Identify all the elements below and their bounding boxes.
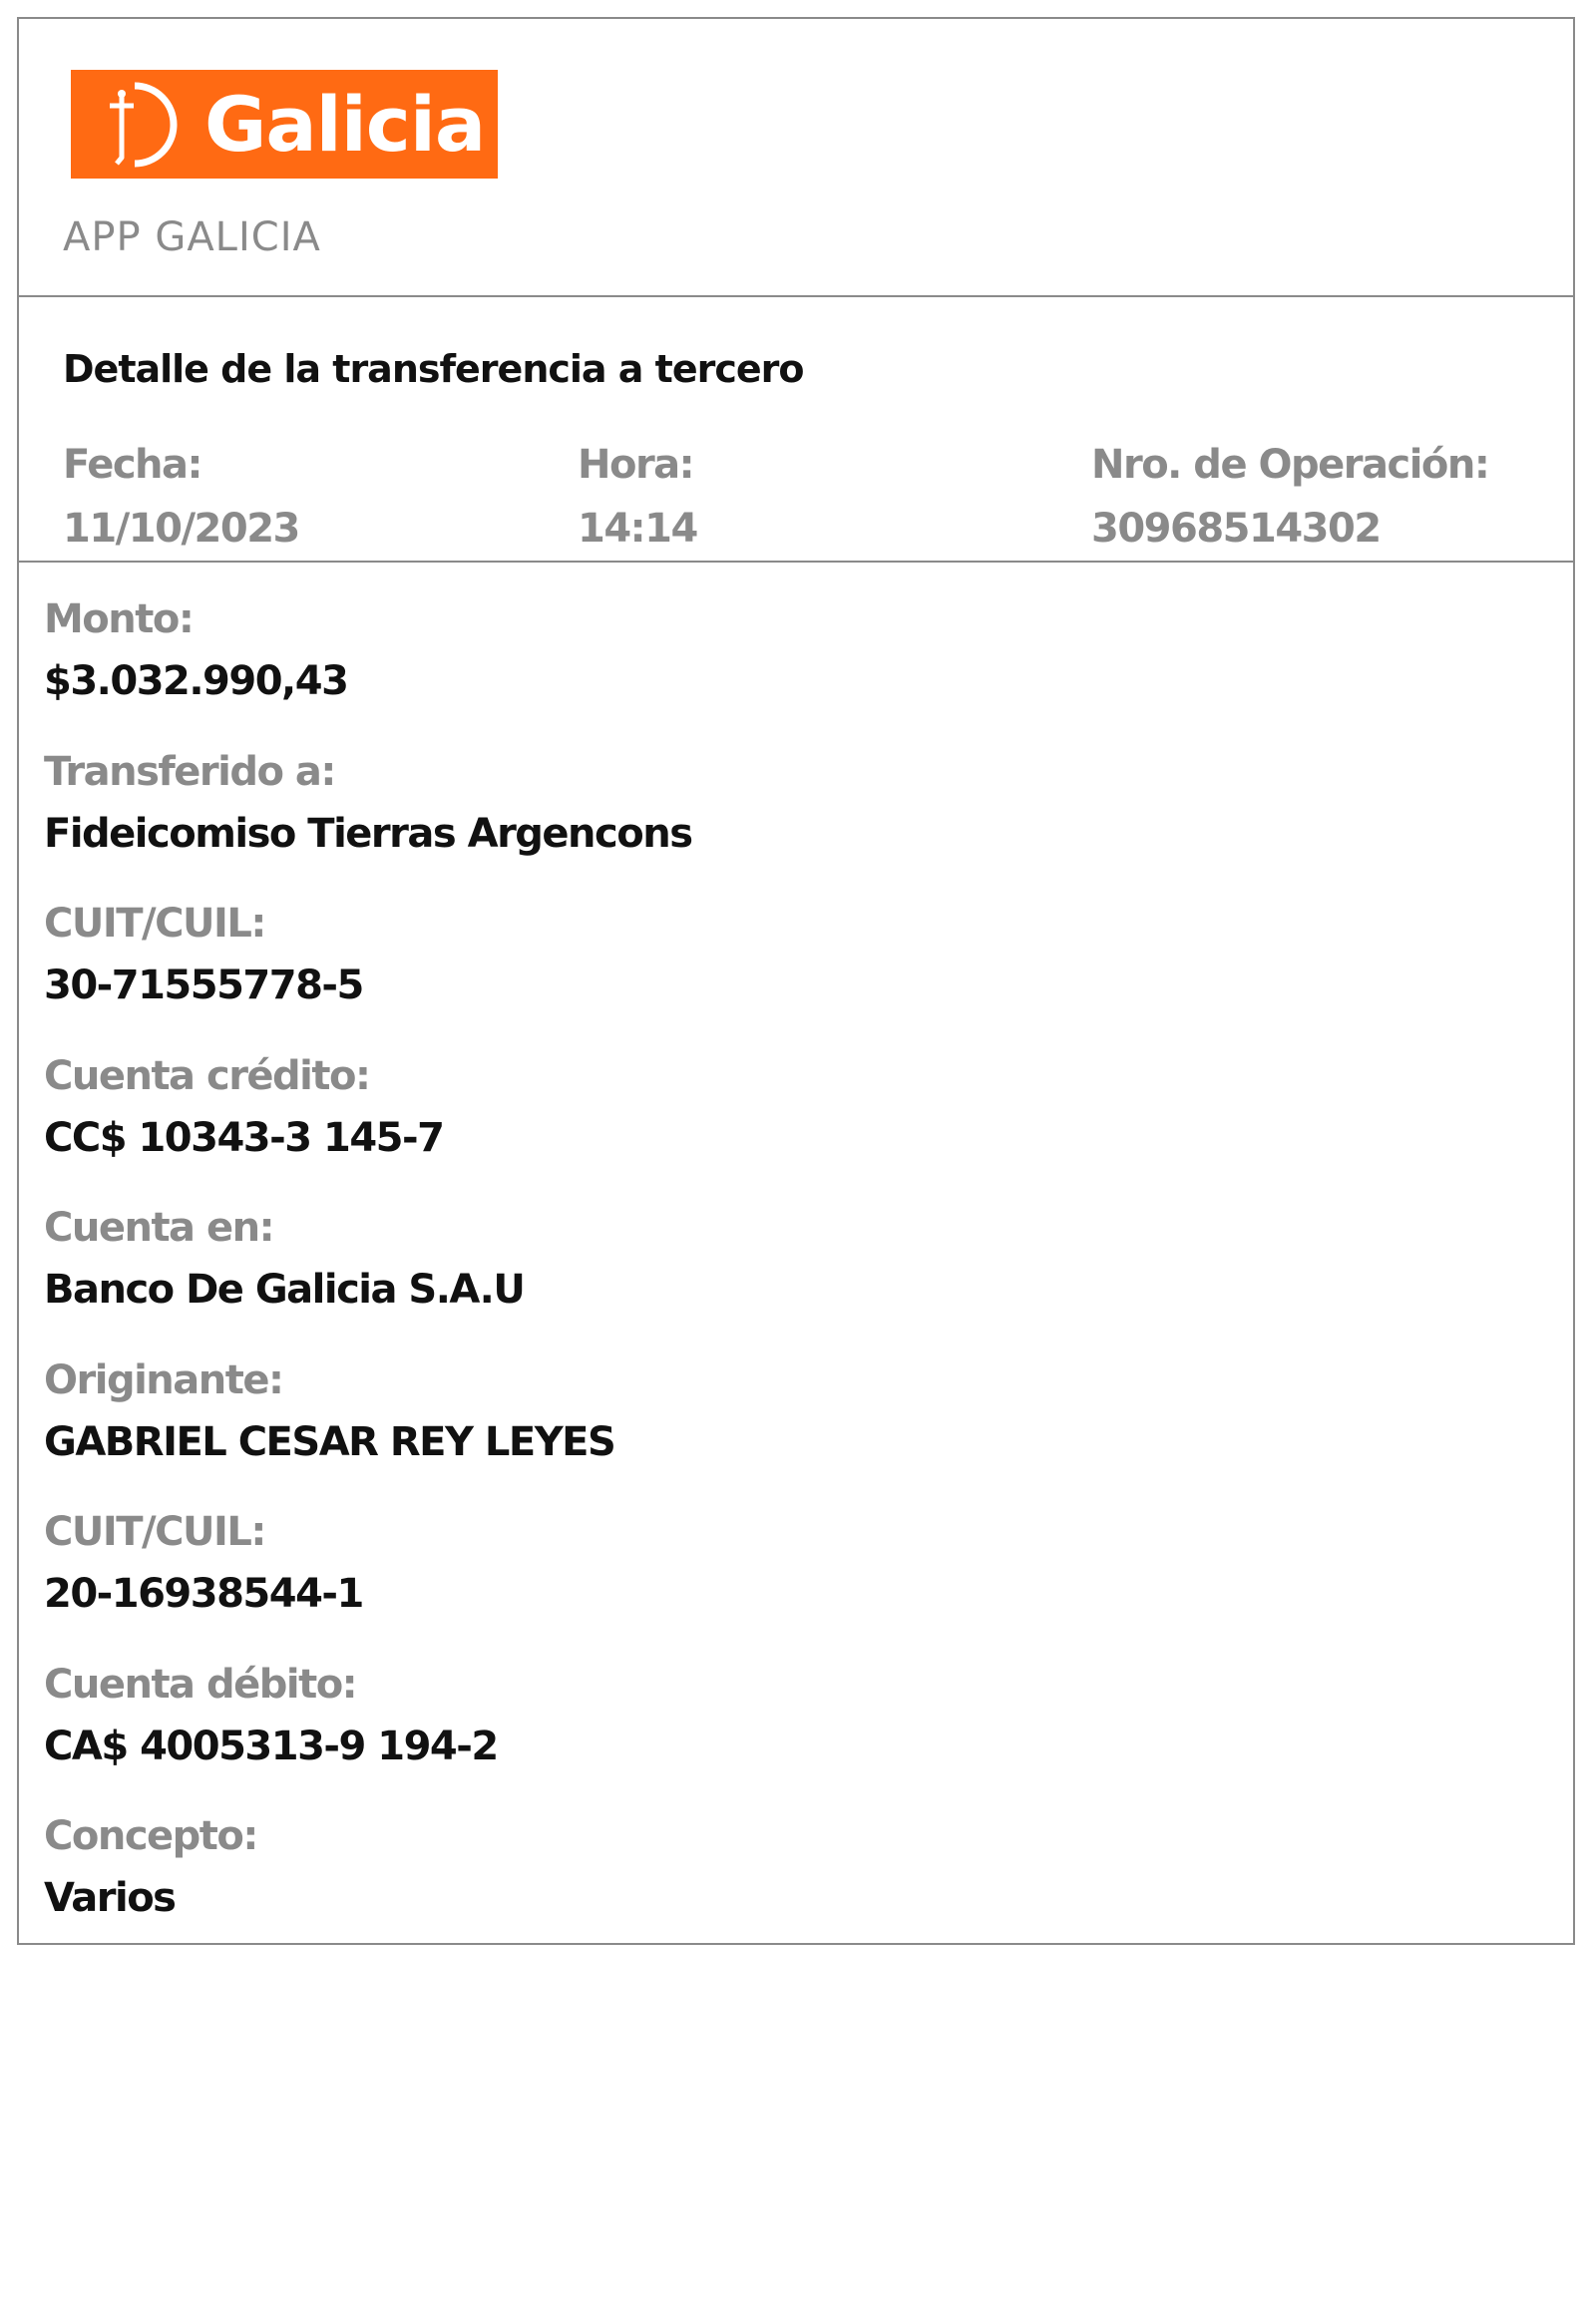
cuenta-en-field [44,1197,1596,1349]
transfer-summary [19,295,1573,563]
operacion-value: 30968514302 [1091,506,1381,552]
field-label: Cuenta en: [44,1205,274,1251]
field-value: GABRIEL CESAR REY LEYES [44,1418,615,1465]
app-name: APP GALICIA [63,214,321,260]
field-label: Cuenta crédito: [44,1052,370,1099]
concepto-field [44,1805,1596,1958]
field-label: Originante: [44,1356,283,1403]
transferido-field [44,741,1596,894]
receipt-header [19,19,1573,297]
field-value: 30-71555778-5 [44,962,363,1008]
hora-block [578,433,697,561]
field-label: Cuenta débito: [44,1661,357,1708]
galicia-cross-icon [95,82,181,168]
page-title: Detalle de la transferencia a tercero [63,347,804,391]
hora-label: Hora: [578,442,694,488]
logo-wordmark: Galicia [204,79,486,169]
cuit-destino-field [44,893,1596,1045]
monto-field [44,588,1596,741]
originante-field [44,1349,1596,1502]
field-value: Banco De Galicia S.A.U [44,1267,525,1313]
fecha-block [63,433,299,561]
transfer-details [44,588,1596,1958]
field-value: 20-16938544-1 [44,1571,363,1617]
field-label: Transferido a: [44,748,335,795]
hora-value: 14:14 [578,506,697,552]
cuenta-credito-field [44,1045,1596,1198]
field-value: $3.032.990,43 [44,658,348,704]
field-label: Concepto: [44,1813,257,1859]
cuit-origen-field [44,1501,1596,1654]
fecha-label: Fecha: [63,442,202,488]
field-value: CA$ 4005313-9 194-2 [44,1723,498,1769]
field-label: CUIT/CUIL: [44,901,265,947]
fecha-value: 11/10/2023 [63,506,299,552]
operacion-block [1091,433,1488,561]
field-label: Monto: [44,596,194,642]
cuenta-debito-field [44,1654,1596,1806]
field-value: CC$ 10343-3 145-7 [44,1114,444,1161]
galicia-logo [71,70,498,179]
field-label: CUIT/CUIL: [44,1509,265,1555]
field-value: Fideicomiso Tierras Argencons [44,810,692,857]
field-value: Varios [44,1875,176,1921]
operacion-label: Nro. de Operación: [1091,442,1489,488]
